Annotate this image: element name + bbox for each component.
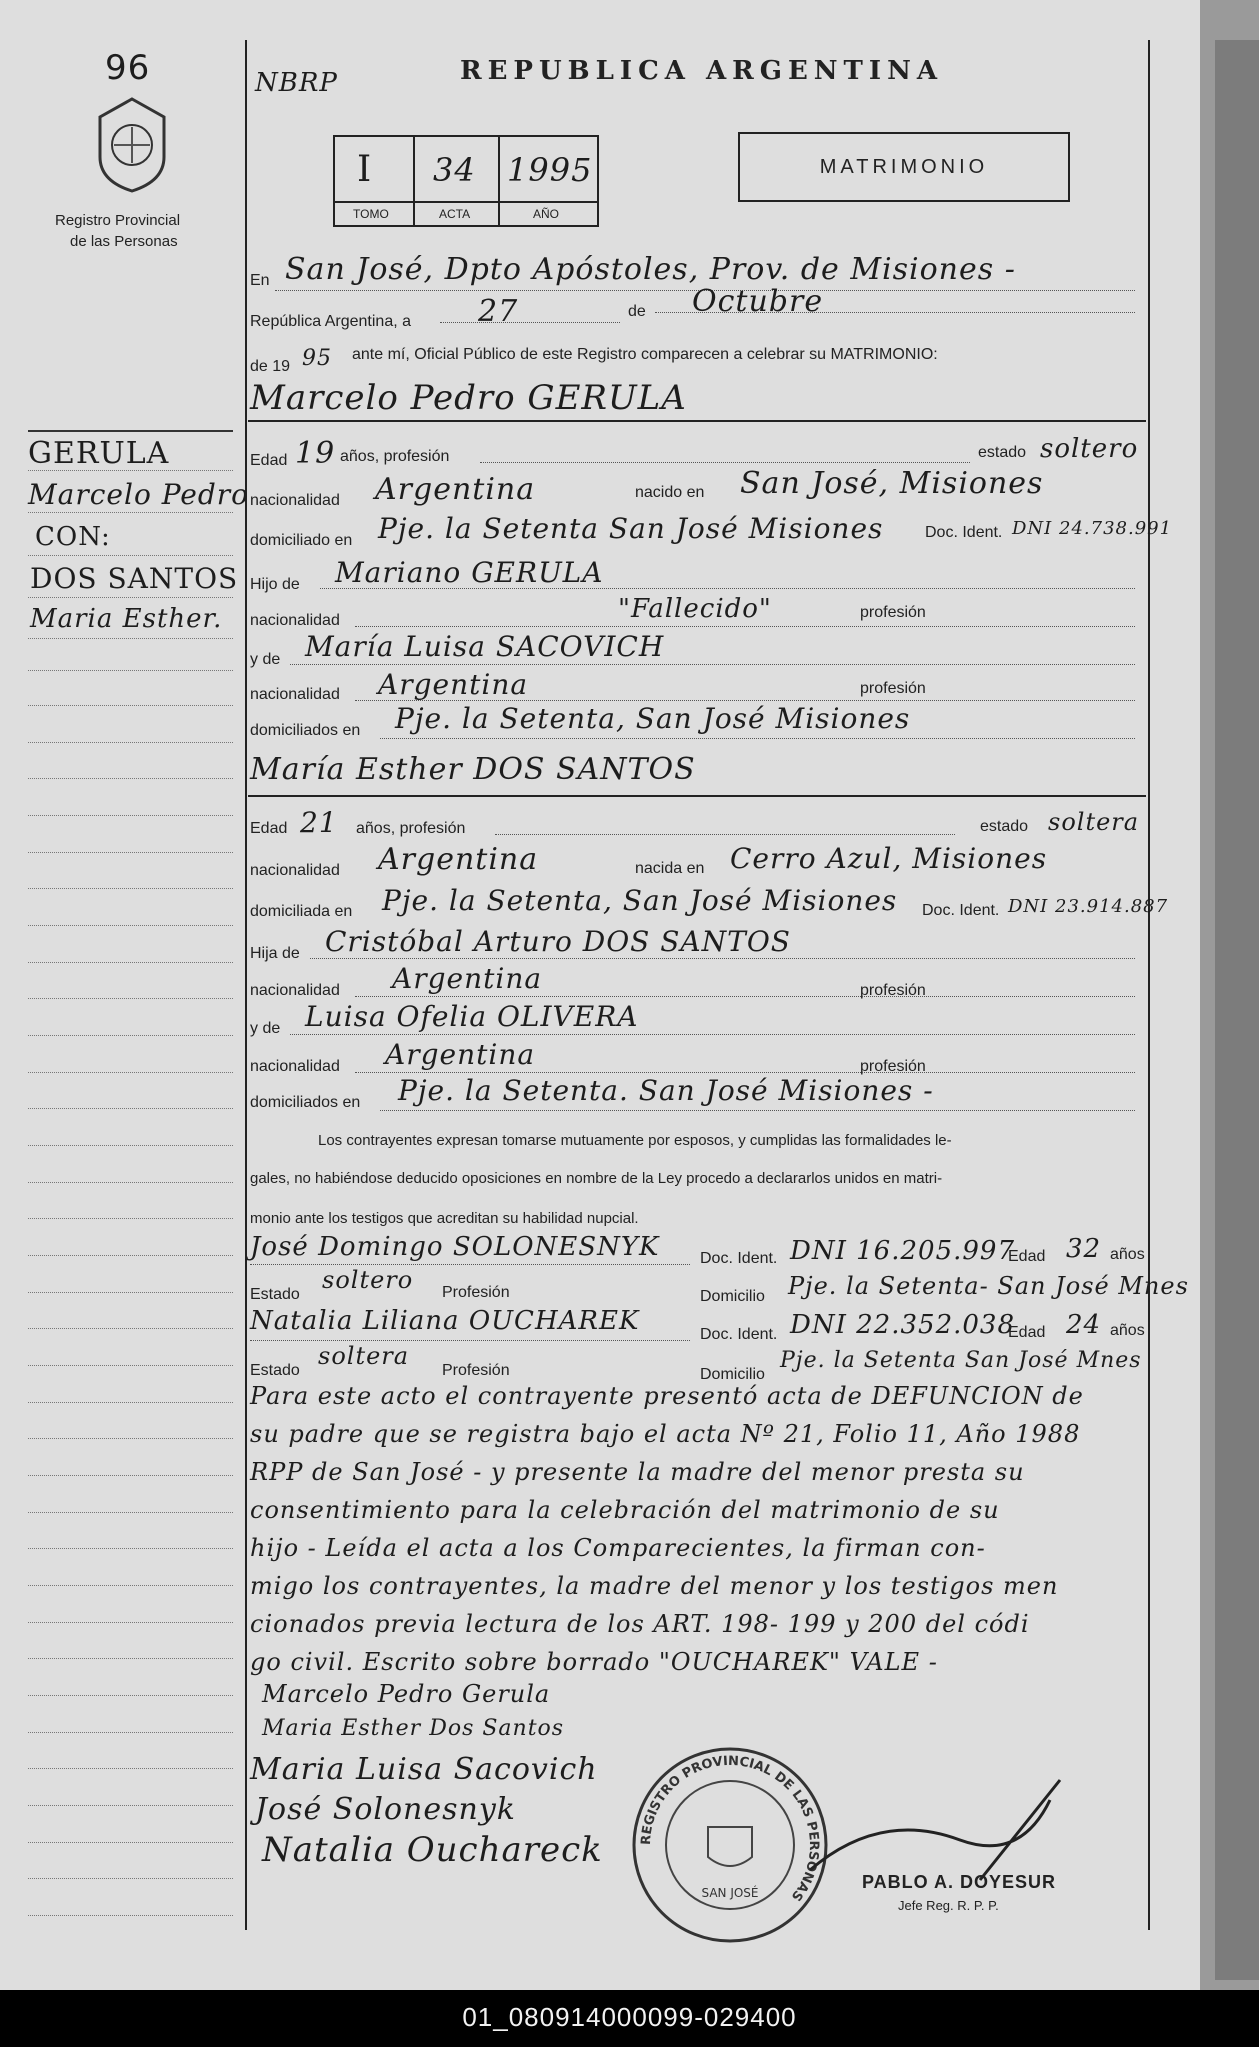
signature-mother: Maria Luisa Sacovich xyxy=(250,1752,598,1787)
month-line xyxy=(655,312,1135,313)
bride-nationality: Argentina xyxy=(378,842,539,877)
witness1-anos-label: años xyxy=(1110,1246,1145,1263)
groom-mother-line xyxy=(290,664,1135,665)
groom-father-prof-label: profesión xyxy=(860,604,926,621)
witness1-doc-label: Doc. Ident. xyxy=(700,1250,778,1267)
svg-text:REGISTRO PROVINCIAL DE LAS PER xyxy=(639,1754,821,1904)
groom-estado: soltero xyxy=(1040,434,1139,464)
witness2-anos-label: años xyxy=(1110,1322,1145,1339)
bride-mother-nationality: Argentina xyxy=(385,1038,536,1071)
witness1-estado-label: Estado xyxy=(250,1286,300,1303)
bride-hija-label: Hija de xyxy=(250,945,300,962)
ano-value: 1995 xyxy=(507,151,593,189)
margin-divider xyxy=(245,40,247,1930)
bride-prof-line xyxy=(495,834,955,835)
signature-witness2: Natalia Ouchareck xyxy=(262,1830,603,1870)
signature-bride: Maria Esther Dos Santos xyxy=(262,1716,565,1741)
groom-name: Marcelo Pedro GERULA xyxy=(250,378,687,418)
witness2-estado-label: Estado xyxy=(250,1362,300,1379)
groom-age: 19 xyxy=(295,436,336,471)
note-line7: cionados previa lectura de los ART. 198- 199 y 200 del códi xyxy=(250,1610,1030,1638)
day-line xyxy=(440,322,620,323)
acta-value: 34 xyxy=(433,151,476,189)
note-line2: su padre que se registra bajo el acta Nº 21, Folio 11, Año 1988 xyxy=(250,1420,1081,1448)
republica-label: República Argentina, a xyxy=(250,313,411,330)
witness1-age: 32 xyxy=(1066,1234,1102,1264)
groom-father-line xyxy=(320,588,1135,589)
bride-doc-label: Doc. Ident. xyxy=(922,902,1000,919)
bride-nacida-label: nacida en xyxy=(635,860,705,877)
groom-doc: DNI 24.738.991 xyxy=(1012,518,1173,539)
witness1-estado: soltero xyxy=(322,1266,414,1294)
groom-doc-label: Doc. Ident. xyxy=(925,524,1003,541)
ano-label: AÑO xyxy=(533,207,560,221)
intro-text: ante mí, Oficial Público de este Registro comparecen a celebrar su MATRIMONIO: xyxy=(352,346,938,363)
bride-mother: Luisa Ofelia OLIVERA xyxy=(305,1000,639,1033)
bride-nac-label: nacionalidad xyxy=(250,862,340,879)
bride-mother-nac-line xyxy=(355,1072,1135,1073)
note-line5: hijo - Leída el acta a los Comparecientes, la firman con- xyxy=(250,1534,986,1562)
tomo-label: TOMO xyxy=(353,207,389,221)
en-label: En xyxy=(250,272,270,289)
bride-doc: DNI 23.914.887 xyxy=(1008,896,1169,917)
note-line1: Para este acto el contrayente presentó acta de DEFUNCION de xyxy=(250,1382,1084,1410)
groom-yde-label: y de xyxy=(250,651,281,668)
note-line3: RPP de San José - y presente la madre del menor presta su xyxy=(250,1458,1025,1486)
seal-ring-text: REGISTRO PROVINCIAL DE LAS PERSONAS xyxy=(638,1753,822,1904)
witness2-doc: DNI 22.352.038 xyxy=(790,1310,1015,1340)
groom-nationality: Argentina xyxy=(375,472,536,507)
note-line4: consentimiento para la celebración del matrimonio de su xyxy=(250,1496,1000,1524)
groom-mother: María Luisa SACOVICH xyxy=(305,630,665,663)
seal-center-text: SAN JOSÉ xyxy=(701,1886,759,1900)
official-title: Jefe Reg. R. P. P. xyxy=(898,1898,999,1913)
witness1-doc: DNI 16.205.997 xyxy=(790,1236,1015,1266)
witness1-domicilio: Pje. la Setenta- San José Mnes xyxy=(788,1272,1189,1300)
witness2-prof-label: Profesión xyxy=(442,1362,510,1379)
groom-anos-label: años, profesión xyxy=(340,448,450,465)
bride-father-nac-label: nacionalidad xyxy=(250,982,340,999)
bride-edad-label: Edad xyxy=(250,820,288,837)
groom-mother-nationality: Argentina xyxy=(378,668,529,701)
bride-dom-label: domiciliada en xyxy=(250,903,353,920)
groom-hijo-label: Hijo de xyxy=(250,576,300,593)
groom-nacido-label: nacido en xyxy=(635,484,705,501)
bride-parents-line xyxy=(380,1110,1135,1111)
bride-anos-label: años, profesión xyxy=(356,820,466,837)
year-prefix: de 19 xyxy=(250,358,291,375)
bride-father-nac-line xyxy=(355,996,1135,997)
bride-address: Pje. la Setenta, San José Misiones xyxy=(382,884,898,917)
margin-bride-surname: DOS SANTOS xyxy=(30,562,239,595)
groom-divider xyxy=(248,420,1146,422)
groom-mother-prof-label: profesión xyxy=(860,680,926,697)
signature-witness1: José Solonesnyk xyxy=(255,1792,516,1827)
tomo-value: I xyxy=(357,149,373,190)
witness1-line xyxy=(250,1264,690,1265)
declaration-line3: monio ante los testigos que acreditan su habilidad nupcial. xyxy=(250,1210,639,1227)
witness2-doc-label: Doc. Ident. xyxy=(700,1326,778,1343)
de-label: de xyxy=(628,303,646,320)
registry-crest xyxy=(92,95,172,195)
bride-age: 21 xyxy=(300,806,338,839)
bride-mother-nac-label: nacionalidad xyxy=(250,1058,340,1075)
bride-mother-prof-label: profesión xyxy=(860,1058,926,1075)
year-suffix: 95 xyxy=(302,346,332,371)
witness1-dom-label: Domicilio xyxy=(700,1288,765,1305)
witness1-name: José Domingo SOLONESNYK xyxy=(250,1232,660,1262)
groom-edad-label: Edad xyxy=(250,452,288,469)
place: San José, Dpto Apóstoles, Prov. de Misiones - xyxy=(285,252,1016,287)
groom-address: Pje. la Setenta San José Misiones xyxy=(378,512,884,545)
witness2-domicilio: Pje. la Setenta San José Mnes xyxy=(780,1348,1142,1373)
bride-divider xyxy=(248,795,1146,797)
witness2-dom-label: Domicilio xyxy=(700,1366,765,1383)
declaration-line2: gales, no habiéndose deducido oposiciones en nombre de la Ley procedo a declararlos unidos en matri- xyxy=(250,1170,943,1187)
witness2-name: Natalia Liliana OUCHAREK xyxy=(250,1306,640,1336)
groom-estado-label: estado xyxy=(978,444,1027,461)
record-box xyxy=(333,135,599,227)
registry-line1: Registro Provincial xyxy=(55,212,181,229)
witness2-line xyxy=(250,1340,690,1341)
declaration-line1: Los contrayentes expresan tomarse mutuamente por esposos, y cumplidas las formalidades le- xyxy=(318,1132,952,1149)
bride-yde-label: y de xyxy=(250,1020,281,1037)
signature-groom: Marcelo Pedro Gerula xyxy=(262,1680,551,1708)
bride-parents-dom-label: domiciliados en xyxy=(250,1094,361,1111)
witness2-age: 24 xyxy=(1066,1310,1102,1340)
groom-father-nac-label: nacionalidad xyxy=(250,612,340,629)
groom-nac-label: nacionalidad xyxy=(250,492,340,509)
bride-father-prof-label: profesión xyxy=(860,982,926,999)
folio-number: 96 xyxy=(105,48,151,88)
witness2-estado: soltera xyxy=(318,1342,410,1370)
country-title: REPUBLICA ARGENTINA xyxy=(460,56,944,86)
note-line8: go civil. Escrito sobre borrado "OUCHAREK" VALE - xyxy=(250,1648,938,1676)
groom-parents-line xyxy=(380,738,1135,739)
bride-birthplace: Cerro Azul, Misiones xyxy=(730,842,1048,875)
bride-father-nationality: Argentina xyxy=(392,962,543,995)
note-line6: migo los contrayentes, la madre del menor y los testigos men xyxy=(250,1572,1059,1600)
footer-id: 01_080914000099-029400 xyxy=(462,2002,797,2032)
bride-estado: soltera xyxy=(1048,808,1140,836)
witness2-edad-label: Edad xyxy=(1008,1324,1046,1341)
groom-father-nationality: "Fallecido" xyxy=(618,594,772,624)
acta-label: ACTA xyxy=(439,207,471,221)
margin-firstnames: Marcelo Pedro xyxy=(28,478,250,511)
groom-mother-nac-line xyxy=(355,700,1135,701)
groom-mother-nac-label: nacionalidad xyxy=(250,686,340,703)
official-name: PABLO A. DOYESUR xyxy=(862,1872,1057,1892)
groom-parents-dom-label: domiciliados en xyxy=(250,722,361,739)
bride-father-line xyxy=(310,958,1135,959)
margin-bride-names: Maria Esther. xyxy=(30,604,223,634)
groom-father: Mariano GERULA xyxy=(335,556,604,589)
witness1-prof-label: Profesión xyxy=(442,1284,510,1301)
bride-father: Cristóbal Arturo DOS SANTOS xyxy=(325,925,791,958)
bride-name: María Esther DOS SANTOS xyxy=(250,752,696,787)
month: Octubre xyxy=(692,284,824,319)
groom-birthplace: San José, Misiones xyxy=(740,466,1044,501)
registry-line2: de las Personas xyxy=(70,233,178,250)
page-edge-shadow xyxy=(1215,40,1259,1980)
handwritten-code: NBRP xyxy=(255,68,338,98)
witness1-edad-label: Edad xyxy=(1008,1248,1046,1265)
groom-parents-address: Pje. la Setenta, San José Misiones xyxy=(395,702,911,735)
groom-dom-label: domiciliado en xyxy=(250,532,353,549)
bride-estado-label: estado xyxy=(980,818,1029,835)
bride-parents-address: Pje. la Setenta. San José Misiones - xyxy=(398,1074,934,1107)
margin-surname: GERULA xyxy=(28,436,170,471)
bride-mother-line xyxy=(290,1034,1135,1035)
groom-father-nac-line xyxy=(355,626,1135,627)
right-border xyxy=(1148,40,1150,1930)
margin-con: CON: xyxy=(35,522,111,552)
day: 27 xyxy=(478,294,519,329)
act-type: MATRIMONIO xyxy=(819,156,989,178)
groom-prof-line xyxy=(480,462,970,463)
act-type-box xyxy=(738,132,1070,202)
